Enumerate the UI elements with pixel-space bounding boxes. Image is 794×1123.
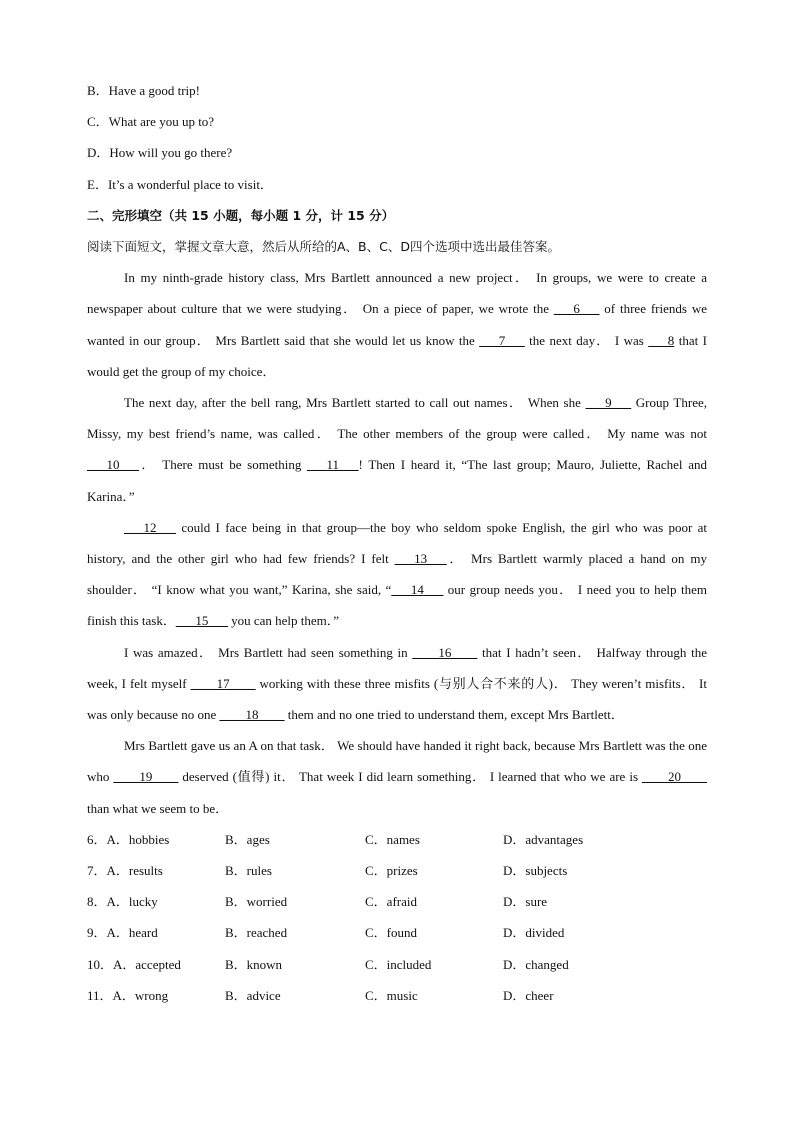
passage-text: ． Mrs Bartlett warmly placed a hand on my shoulder． “I know what you want,” Karina, she said, “ xyxy=(87,550,707,598)
option-line: C．What are you up to? xyxy=(87,114,215,130)
passage-text: I was amazed． Mrs Bartlett had seen something in xyxy=(124,644,413,660)
passage-paragraph xyxy=(87,637,707,731)
passage-text: ． There must be something xyxy=(139,457,308,473)
passage-text: the next day． I was xyxy=(524,332,649,348)
option-d[interactable]: D．subjects xyxy=(503,862,568,878)
passage-paragraph xyxy=(87,387,707,512)
section-instruction: 阅读下面短文，掌握文章大意，然后从所给的A、B、C、D四个选项中选出最佳答案。 xyxy=(87,238,560,254)
section-heading: 二、完形填空（共 15 小题，每小题 1 分，计 15 分） xyxy=(87,207,395,223)
passage-text: than what we seem to be． xyxy=(87,800,229,816)
passage-text: The next day, after the bell rang, Mrs Bartlett started to call out names． When she xyxy=(124,394,586,410)
question-row xyxy=(87,917,707,948)
previous-options xyxy=(87,75,707,200)
option-b[interactable]: B．worried xyxy=(225,894,288,910)
option-a[interactable]: 9．A．heard xyxy=(87,925,158,941)
option-c[interactable]: C．names xyxy=(365,831,420,847)
passage-text: could I face being in that group—the boy who seldom spoke English, the girl who was poor at history, and the other girl who had few friends? I felt xyxy=(87,519,707,566)
option-c[interactable]: C．music xyxy=(365,987,418,1003)
option-c[interactable]: C．included xyxy=(365,956,432,972)
passage-paragraph xyxy=(87,730,707,824)
option-c[interactable]: C．found xyxy=(365,925,418,941)
passage-text: that I hadn’t seen． Halfway through the week, I felt myself xyxy=(87,644,707,691)
option-b[interactable]: B．known xyxy=(225,956,283,972)
answer-blank[interactable]: ___14___ xyxy=(391,582,444,598)
option-a[interactable]: 6．A．hobbies xyxy=(87,831,170,847)
passage-text: deserved (值得) it． That week I did learn something． I learned that who we are is xyxy=(178,769,642,785)
passage-text: Mrs Bartlett gave us an A on that task． We should have handed it right back, because Mrs Bartlett was the one who xyxy=(87,738,707,785)
answer-blank[interactable]: ____18____ xyxy=(219,706,285,722)
answer-blank[interactable]: ___15___ xyxy=(175,613,228,629)
passage-text: you can help them．” xyxy=(227,613,340,629)
answer-blank[interactable]: ____19____ xyxy=(113,769,179,785)
option-a[interactable]: 7．A．results xyxy=(87,862,163,878)
answer-blank[interactable]: ___12___ xyxy=(124,519,176,535)
question-row xyxy=(87,980,707,1011)
exam-page xyxy=(87,75,707,1011)
passage-text: In my ninth-grade history class, Mrs Bartlett announced a new project． In groups, we were to create a newspaper about culture that we were studying． On a piece of paper, we wrote the xyxy=(87,270,707,317)
question-row xyxy=(87,824,707,855)
answer-blank[interactable]: ____16____ xyxy=(412,644,478,660)
answer-blank[interactable]: ___6___ xyxy=(553,301,600,317)
passage-text: Group Three, Missy, my best friend’s name, was called． The other members of the group were called． My name was not xyxy=(87,394,707,442)
option-d[interactable]: D．advantages xyxy=(503,831,584,847)
option-b[interactable]: B．reached xyxy=(225,925,288,941)
passage-paragraph xyxy=(87,512,707,637)
answer-blank[interactable]: ___10___ xyxy=(87,457,139,473)
option-d[interactable]: D．changed xyxy=(503,956,569,972)
option-line: D．How will you go there? xyxy=(87,145,233,161)
answer-blank[interactable]: ___9___ xyxy=(585,394,632,410)
option-line: E．It’s a wonderful place to visit． xyxy=(87,176,273,192)
answer-blank[interactable]: ___11___ xyxy=(307,457,359,473)
passage-paragraph xyxy=(87,262,707,387)
passage-text: that I would get the group of my choice． xyxy=(87,332,707,379)
question-row xyxy=(87,949,707,980)
passage-text: ! Then I heard it, “The last group; Mauro, Juliette, Rachel and Karina．” xyxy=(87,457,707,504)
question-row xyxy=(87,855,707,886)
answer-blank[interactable]: ___8 xyxy=(648,332,675,348)
answer-blank[interactable]: ____20____ xyxy=(642,769,707,785)
option-a[interactable]: 10．A．accepted xyxy=(87,956,181,972)
answer-blank[interactable]: ___7___ xyxy=(479,332,525,348)
option-d[interactable]: D．sure xyxy=(503,894,548,910)
option-b[interactable]: B．ages xyxy=(225,831,270,847)
option-b[interactable]: B．rules xyxy=(225,862,272,878)
passage-text: our group needs you． I need you to help them finish this task． xyxy=(87,582,707,629)
passage-text: of three friends we wanted in our group． Mrs Bartlett said that she would let us know the xyxy=(87,301,707,348)
option-c[interactable]: C．prizes xyxy=(365,862,418,878)
question-row xyxy=(87,886,707,917)
passage-text: working with these three misfits (与别人合不来的人)． They weren’t misfits． It was only because no one xyxy=(87,675,707,722)
cloze-passage xyxy=(87,262,707,824)
option-b[interactable]: B．advice xyxy=(225,987,281,1003)
option-d[interactable]: D．divided xyxy=(503,925,565,941)
passage-text: them and no one tried to understand them, except Mrs Bartlett． xyxy=(284,706,624,722)
option-d[interactable]: D．cheer xyxy=(503,987,554,1003)
option-c[interactable]: C．afraid xyxy=(365,894,417,910)
option-line: B．Have a good trip! xyxy=(87,83,201,98)
question-options xyxy=(87,824,707,1011)
answer-blank[interactable]: ___13___ xyxy=(394,550,447,566)
answer-blank[interactable]: ____17____ xyxy=(190,675,256,691)
option-a[interactable]: 11．A．wrong xyxy=(87,987,169,1003)
option-a[interactable]: 8．A．lucky xyxy=(87,894,158,910)
